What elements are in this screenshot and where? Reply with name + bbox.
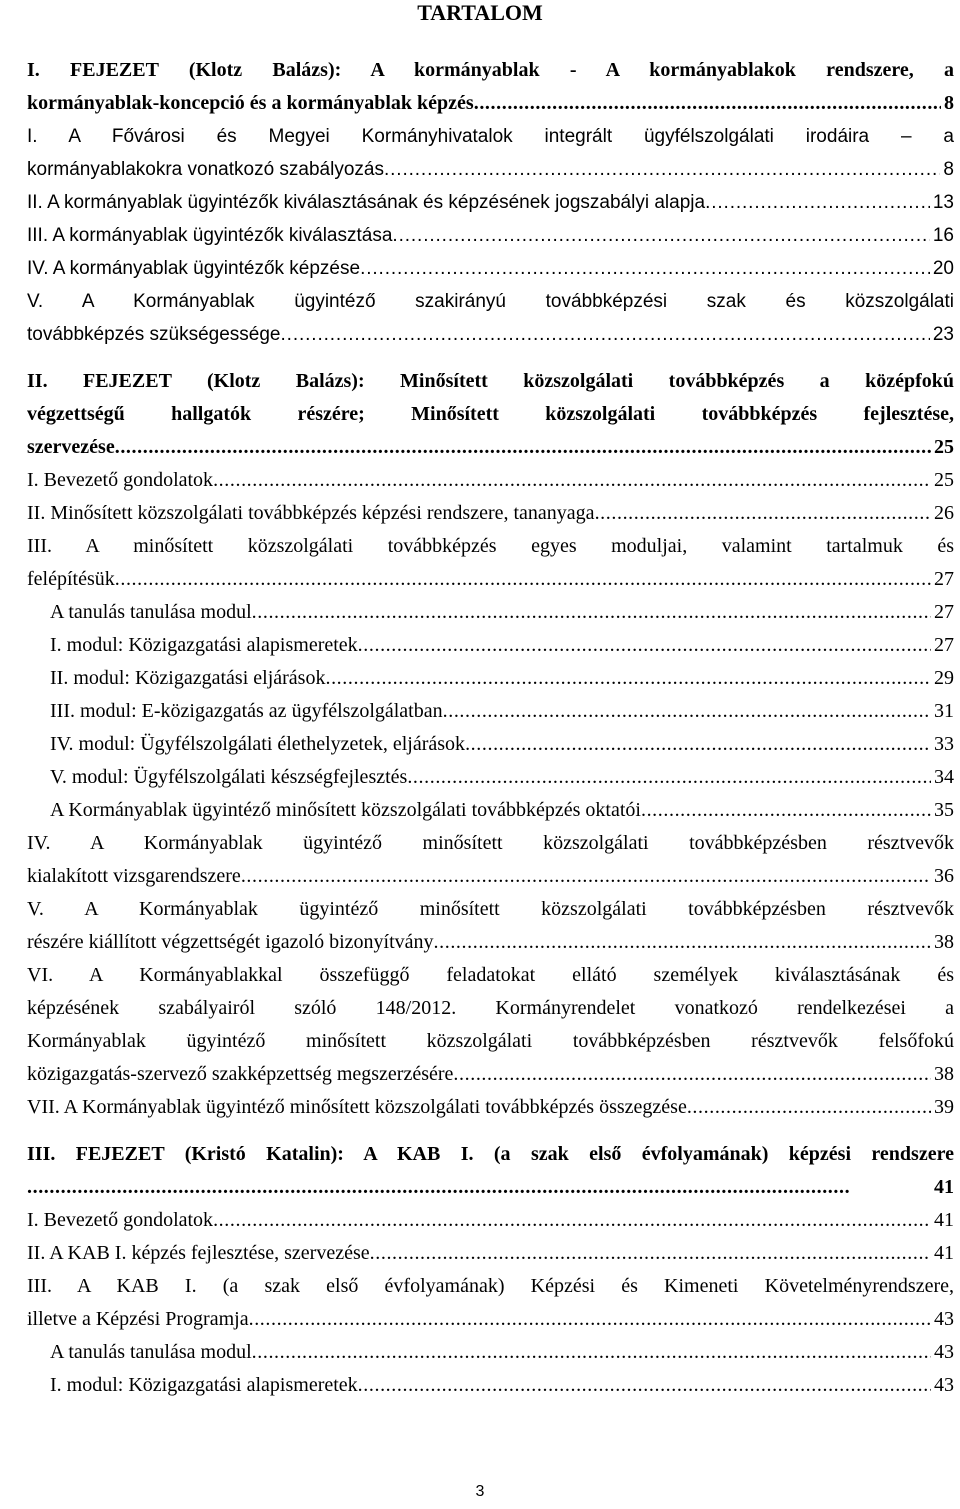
toc-entry-text: IV. A kormányablak ügyintézők képzése bbox=[27, 258, 361, 279]
toc-entry-text: szervezése bbox=[27, 436, 115, 458]
toc-page-number: 41 bbox=[934, 1176, 954, 1198]
toc-entry[interactable] bbox=[27, 252, 954, 285]
toc-page-number: 27 bbox=[934, 601, 954, 623]
toc-entry-text: I. FEJEZET (Klotz Balázs): A kormányablak - A kormányablakok rendszere, a bbox=[27, 59, 954, 81]
toc-entry[interactable] bbox=[27, 893, 954, 959]
toc-entry-text: A tanulás tanulása modul bbox=[50, 601, 252, 623]
dot-leader bbox=[115, 563, 931, 596]
page-number: 3 bbox=[475, 1483, 485, 1500]
toc-entry-text: I. A Fővárosi és Megyei Kormányhivatalok integrált ügyfélszolgálati irodáira – a bbox=[27, 126, 954, 147]
toc-entry-text: kormányablakokra vonatkozó szabályozás bbox=[27, 159, 384, 180]
toc-page-number: 43 bbox=[934, 1341, 954, 1363]
toc-page-number: 27 bbox=[934, 634, 954, 656]
toc-entry-text: kormányablak-koncepció és a kormányablak képzés bbox=[27, 92, 474, 114]
dot-leader bbox=[595, 497, 931, 530]
toc-entry-text: I. Bevezető gondolatok bbox=[27, 1209, 214, 1231]
toc-entry-text: továbbképzés szükségessége bbox=[27, 324, 281, 345]
dot-leader bbox=[384, 153, 940, 186]
toc-entry-chapter-1[interactable] bbox=[27, 54, 954, 120]
toc-entry-text: II. FEJEZET (Klotz Balázs): Minősített közszolgálati továbbképzés a középfokú bbox=[27, 370, 954, 392]
toc-entry-text: közigazgatás-szervező szakképzettség megszerzésére bbox=[27, 1063, 454, 1085]
toc-page-number: 35 bbox=[934, 799, 954, 821]
toc-entry[interactable] bbox=[27, 464, 954, 497]
toc-entry-text: III. A KAB I. (a szak első évfolyamának) Képzési és Kimeneti Követelményrendszere, bbox=[27, 1275, 954, 1297]
dot-leader bbox=[358, 1369, 931, 1402]
toc-page-number: 36 bbox=[934, 865, 954, 887]
toc-entry[interactable] bbox=[27, 285, 954, 351]
toc-page-number: 8 bbox=[944, 92, 954, 114]
toc-heading: TARTALOM bbox=[417, 0, 543, 25]
toc-entry-text: II. A kormányablak ügyintézők kiválasztásának és képzésének jogszabályi alapja bbox=[27, 192, 706, 213]
dot-leader bbox=[453, 1058, 931, 1091]
toc-entry-chapter-3[interactable] bbox=[27, 1138, 954, 1204]
toc-entry-text: A tanulás tanulása modul bbox=[50, 1341, 252, 1363]
toc-page-number: 8 bbox=[943, 159, 954, 180]
toc-entry[interactable] bbox=[27, 186, 954, 219]
dot-leader bbox=[407, 761, 931, 794]
dot-leader bbox=[115, 431, 931, 464]
toc-entry[interactable] bbox=[27, 530, 954, 596]
toc-entry[interactable] bbox=[27, 761, 954, 794]
dot-leader bbox=[213, 1204, 931, 1237]
toc-entry-text: I. modul: Közigazgatási alapismeretek bbox=[50, 1374, 358, 1396]
toc-entry-text: V. A Kormányablak ügyintéző minősített közszolgálati továbbképzésben résztvevők bbox=[27, 898, 954, 920]
table-of-contents bbox=[27, 54, 954, 1402]
toc-page-number: 25 bbox=[934, 436, 954, 458]
toc-entry-text: részére kiállított végzettségét igazoló bizonyítvány bbox=[27, 931, 434, 953]
dot-leader bbox=[281, 318, 930, 351]
toc-page-number: 26 bbox=[934, 502, 954, 524]
toc-entry[interactable] bbox=[27, 662, 954, 695]
toc-page-number: 23 bbox=[932, 324, 954, 345]
toc-page-number: 34 bbox=[934, 766, 954, 788]
toc-page-number: 25 bbox=[934, 469, 954, 491]
toc-entry-text: A Kormányablak ügyintéző minősített közszolgálati továbbképzés oktatói bbox=[50, 799, 641, 821]
dot-leader bbox=[325, 662, 931, 695]
toc-entry-text: V. modul: Ügyfélszolgálati készségfejlesztés bbox=[50, 766, 408, 788]
toc-page-number: 41 bbox=[934, 1242, 954, 1264]
toc-entry[interactable] bbox=[27, 629, 954, 662]
toc-entry-text: II. modul: Közigazgatási eljárások bbox=[50, 667, 326, 689]
dot-leader bbox=[249, 1303, 931, 1336]
toc-page-number: 33 bbox=[934, 733, 954, 755]
toc-entry-text: VII. A Kormányablak ügyintéző minősített közszolgálati továbbképzés összegzése bbox=[27, 1096, 687, 1118]
toc-entry-text: V. A Kormányablak ügyintéző szakirányú továbbképzési szak és közszolgálati bbox=[27, 291, 954, 312]
dot-leader bbox=[474, 87, 941, 120]
dot-leader bbox=[360, 252, 930, 285]
toc-entry-text: VI. A Kormányablakkal összefüggő feladatokat ellátó személyek kiválasztásának és bbox=[27, 964, 954, 986]
toc-entry-text: II. Minősített közszolgálati továbbképzés képzési rendszere, tananyaga bbox=[27, 502, 595, 524]
toc-entry-text: illetve a Képzési Programja bbox=[27, 1308, 249, 1330]
toc-page-number: 43 bbox=[934, 1308, 954, 1330]
dot-leader bbox=[705, 186, 930, 219]
toc-entry[interactable] bbox=[27, 1237, 954, 1270]
dot-leader bbox=[252, 596, 931, 629]
dot-leader bbox=[641, 794, 931, 827]
toc-entry-text: III. modul: E-közigazgatás az ügyfélszolgálatban bbox=[50, 700, 443, 722]
toc-entry-chapter-2[interactable] bbox=[27, 365, 954, 464]
toc-entry-text: III. A minősített közszolgálati továbbképzés egyes moduljai, valamint tartalmuk és bbox=[27, 535, 954, 557]
toc-entry[interactable] bbox=[27, 827, 954, 893]
toc-page-number: 16 bbox=[932, 225, 954, 246]
toc-entry[interactable] bbox=[27, 959, 954, 1091]
toc-page-number: 29 bbox=[934, 667, 954, 689]
dot-leader bbox=[687, 1091, 931, 1124]
toc-entry[interactable] bbox=[27, 1369, 954, 1402]
toc-entry-text: IV. modul: Ügyfélszolgálati élethelyzetek, eljárások bbox=[50, 733, 466, 755]
dot-leader bbox=[252, 1336, 931, 1369]
dot-leader bbox=[370, 1237, 931, 1270]
toc-entry-text: I. modul: Közigazgatási alapismeretek bbox=[50, 634, 358, 656]
toc-entry[interactable] bbox=[27, 1270, 954, 1336]
toc-entry[interactable] bbox=[27, 497, 954, 530]
toc-entry-text: II. A KAB I. képzés fejlesztése, szervezése bbox=[27, 1242, 370, 1264]
toc-entry-text: képzésének szabályairól szóló 148/2012. Kormányrendelet vonatkozó rendelkezései a bbox=[27, 997, 954, 1019]
toc-page-number: 27 bbox=[934, 568, 954, 590]
toc-page-number: 38 bbox=[934, 931, 954, 953]
toc-entry-text: III. A kormányablak ügyintézők kiválasztása bbox=[27, 225, 393, 246]
toc-entry-text: I. Bevezető gondolatok bbox=[27, 469, 214, 491]
dot-leader bbox=[392, 219, 929, 252]
dot-leader bbox=[358, 629, 931, 662]
dot-leader bbox=[443, 695, 931, 728]
dot-leader bbox=[434, 926, 931, 959]
toc-entry-text: IV. A Kormányablak ügyintéző minősített közszolgálati továbbképzésben résztvevők bbox=[27, 832, 954, 854]
toc-entry-text: Kormányablak ügyintéző minősített közszolgálati továbbképzésben résztvevők felsőfokú bbox=[27, 1030, 954, 1052]
toc-entry[interactable] bbox=[27, 728, 954, 761]
toc-entry[interactable] bbox=[27, 1336, 954, 1369]
toc-entry[interactable] bbox=[27, 1204, 954, 1237]
toc-entry-text: kialakított vizsgarendszere bbox=[27, 865, 241, 887]
toc-entry-text: végzettségű hallgatók részére; Minősített közszolgálati továbbképzés fejlesztése, bbox=[27, 403, 954, 425]
dot-leader bbox=[465, 728, 931, 761]
dot-leader bbox=[241, 860, 931, 893]
toc-page-number: 20 bbox=[932, 258, 954, 279]
toc-page-number: 43 bbox=[934, 1374, 954, 1396]
toc-entry[interactable] bbox=[27, 120, 954, 186]
toc-page-number: 38 bbox=[934, 1063, 954, 1085]
toc-entry[interactable] bbox=[27, 596, 954, 629]
toc-entry-text: felépítésük bbox=[27, 568, 115, 590]
toc-entry[interactable] bbox=[27, 219, 954, 252]
toc-page-number: 31 bbox=[934, 700, 954, 722]
toc-page-number: 39 bbox=[934, 1096, 954, 1118]
toc-entry[interactable] bbox=[27, 794, 954, 827]
toc-page-number: 13 bbox=[932, 192, 954, 213]
dot-leader bbox=[27, 1171, 931, 1204]
toc-entry[interactable] bbox=[27, 1091, 954, 1124]
toc-entry[interactable] bbox=[27, 695, 954, 728]
toc-entry-text: III. FEJEZET (Kristó Katalin): A KAB I. (a szak első évfolyamának) képzési rendszere bbox=[27, 1143, 954, 1165]
dot-leader bbox=[213, 464, 931, 497]
toc-page-number: 41 bbox=[934, 1209, 954, 1231]
